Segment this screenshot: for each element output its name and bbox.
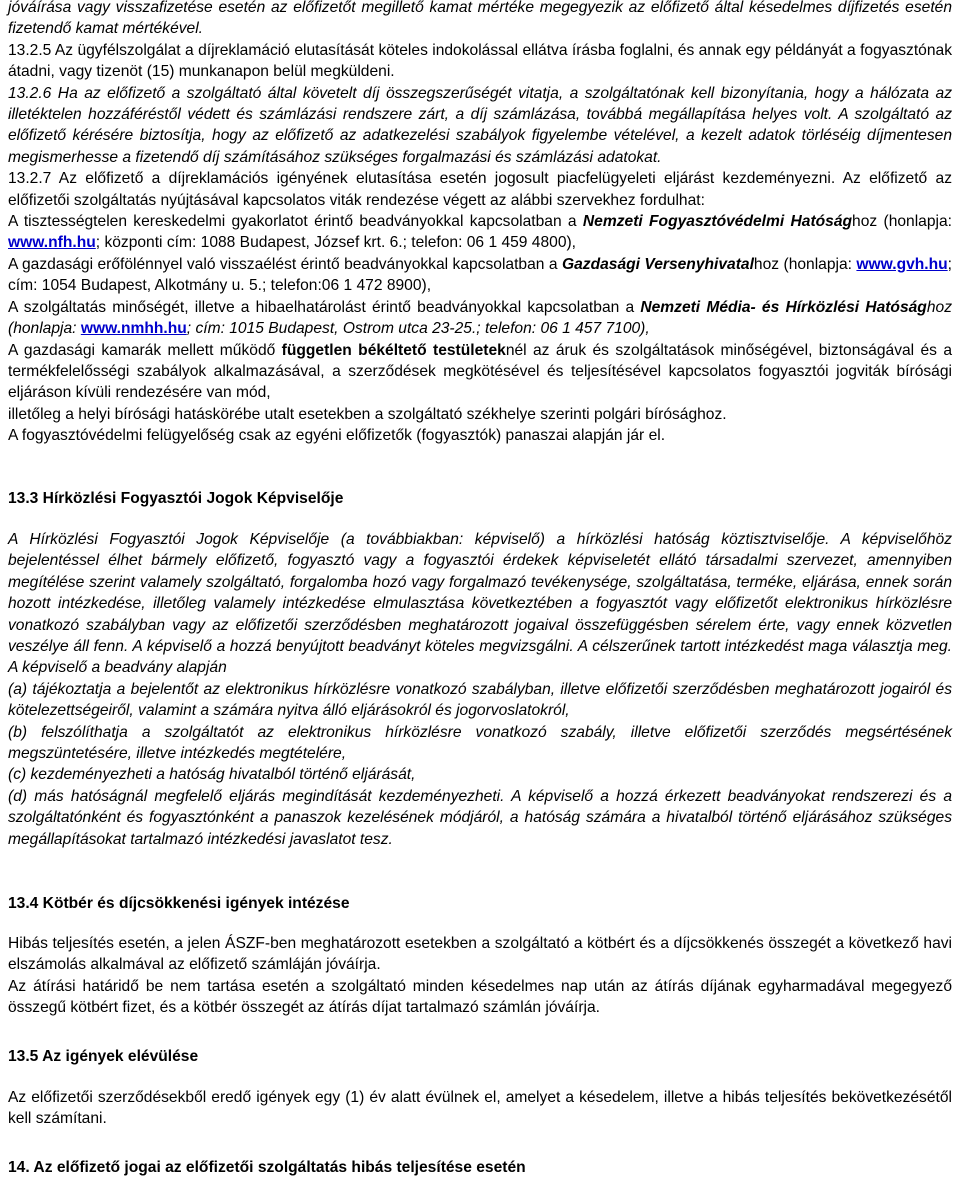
paragraph-interest: jóváírása vagy visszafizetése esetén az előfizetőt megillető kamat mértéke megegyezik az előfizető által késedelmes díjfizetés esetén fizetendő kamat mértékével. [8, 0, 952, 38]
nmhh-name: Nemzeti Média- és Hírközlési Hatóság [640, 298, 927, 316]
nmhh-link[interactable]: www.nmhh.hu [80, 320, 187, 338]
nfh-link[interactable]: www.nfh.hu [8, 234, 96, 252]
gvh-name: Gazdasági Versenyhivatal [561, 255, 754, 273]
paragraph-13-2-5: 13.2.5 Az ügyfélszolgálat a díjreklamáció elutasítását köteles indokolással ellátva írásba foglalni, és annak egy példányát a fogyasztónak átadni, vagy tizenöt (15) munkanapon belül megküldeni. [8, 41, 952, 81]
nmhh-address: ; cím: 1015 Budapest, Ostrom utca 23-25.; telefon: 06 1 457 7100), [186, 320, 650, 338]
section-13-4-paragraph-2: Az átírási határidő be nem tartása esetén a szolgáltató minden késedelmes nap után az átírás díjának egyharmadával megegyező összegű kötbért fizet, és a kötbér összegét az átírás díjat tartalmazó számlán jóváírja. [8, 977, 952, 1017]
bekelteto-text: nél az áruk és szolgáltatások minőségével, biztonságával és a termékfelelősségi szabályok alkalmazásával, a szerződések megkötésével és teljesítésével kapcsolatos fogyasztói jogviták bírósági eljáráson kívüli rendezésére van mód, [8, 341, 952, 402]
section-13-4-paragraph-1 [8, 933, 952, 976]
list-item-c: (c) kezdeményezheti a hatóság hivatalból történő eljárását, [8, 766, 416, 784]
gvh-intro: A gazdasági erőfölénnyel való visszaélést érintő beadványokkal kapcsolatban a [8, 255, 562, 273]
section-13-4 [8, 893, 952, 1019]
gvh-address: ; cím: 1054 Budapest, Alkotmány u. 5.; telefon:06 1 472 8900), [8, 255, 953, 295]
section-13-5-paragraph: Az előfizetői szerződésekből eredő igények egy (1) év alatt évülnek el, amelyet a késedelem, illetve a hibás teljesítés bekövetkezésétől kell számítani. [8, 1089, 952, 1128]
list-item-a: (a) tájékoztatja a bejelentőt az elektronikus hírközlésre vonatkozó szabályban, illetve előfizetői szerződésben meghatározott jogairól és kötelezettségeiről, valamint a számára nyitva álló eljárásokról és jogorvoslatokról, [8, 680, 952, 720]
section-14 [8, 1157, 952, 1178]
nfh-address: ; központi cím: 1088 Budapest, József krt. 6.; telefon: 06 1 459 4800), [95, 234, 577, 252]
top-block [8, 0, 952, 447]
nmhh-intro: A szolgáltatás minőségét, illetve a hibaelhatárolást érintő beadványokkal kapcsolatban a [8, 298, 641, 316]
nfh-intro: A tisztességtelen kereskedelmi gyakorlatot érintő beadványokkal kapcsolatban a [8, 213, 583, 231]
text-13-2-6-b-inner: A szolgáltató az előfizető kérésére biztosítja, hogy az előfizető az adatkezelési szabályok figyelembe vételével, a kezelt adatok törléséig díjmentesen megismerhesse a fizetendő díj számításához szükséges forgalmazási és számlázási adatokat. [8, 106, 952, 166]
section-13-5-heading: 13.5 Az igények elévülése [8, 1048, 199, 1065]
nfh-name: Nemzeti Fogyasztóvédelmi Hatóság [582, 213, 853, 231]
section-13-3-intro: A Hírközlési Fogyasztói Jogok Képviselője (a továbbiakban: képviselő) a hírközlési hatóság köztisztviselője. A képviselőhöz bejelentéssel élhet bármely előfizető, fogyasztó vagy a fogyasztói érdekek képviseletét ellátó társadalmi szervezet, amennyiben megítélése szerint valamely szolgáltató, forgalomba hozó vagy forgalmazó tevékenysége, szolgáltatása, terméke, eljárása, ennek során hozott intézkedése, illetőleg valamely intézkedése elmulasztása következtében a fogyasztót vagy előfizetőt elektronikus hírközlésre vonatkozó szabályban vagy az előfizetői szerződésben meghatározott jogaival összefüggésben sérelem érte, vagy ennek közvetlen veszélye áll fenn. A képviselő a hozzá benyújtott beadványt köteles megvizsgálni. A célszerűnek tartott intézkedést maga választja meg. A képviselő a beadvány alapján [8, 531, 952, 677]
paragraph-gvh [8, 254, 952, 297]
section-13-4-heading: 13.4 Kötbér és díjcsökkenési igények intézése [8, 895, 350, 912]
paragraph-nfh [8, 211, 952, 254]
section-13-3 [8, 488, 952, 850]
gvh-homepage-label: hoz (honlapja: [753, 255, 857, 273]
paragraph-nmhh [8, 297, 952, 340]
nmhh-homepage-label: hoz (honlapja: [8, 298, 952, 338]
paragraph-13-2-7: 13.2.7 Az előfizető a díjreklamációs igényének elutasítása esetén jogosult piacfelügyeleti eljárást kezdeményezni. Az előfizető az előfizetői szolgáltatás nyújtásával kapcsolatos viták rendezése végett az alábbi szervekhez fordulhat: [8, 170, 952, 209]
gvh-link[interactable]: www.gvh.hu [856, 255, 948, 273]
paragraph-13-2-6 [8, 83, 952, 169]
list-item-b: (b) felszólíthatja a szolgáltatót az elektronikus hírközlésre vonatkozó szabály, illetve előfizetői szerződés megsértésének megszüntetésére, illetve intézkedés megtételére, [8, 723, 952, 763]
paragraph-bekelteto [8, 340, 952, 404]
nfh-homepage-label: hoz (honlapja: [852, 213, 952, 231]
bekelteto-intro: A gazdasági kamarák mellett működő [8, 341, 282, 359]
text-13-2-6-a: 13.2.6 Ha az előfizető a szolgáltató által követelt díj összegszerűségét vitatja, a szolgáltatónak kell bizonyítania, hogy a hálózata az illetéktelen hozzáféréstől védett és számlázási rendszere zárt, a díj számlázása, továbbá megállapítása helyes volt. [8, 84, 952, 124]
bekelteto-name: független békéltető testületek [281, 341, 506, 359]
section-13-3-heading: 13.3 Hírközlési Fogyasztói Jogok Képviselője [8, 490, 344, 507]
paragraph-court: illetőleg a helyi bírósági hatáskörébe utalt esetekben a szolgáltató székhelye szerinti polgári bírósághoz. [8, 405, 727, 423]
section-13-5 [8, 1046, 952, 1130]
section-13-4-text-1: Hibás teljesítés esetén, a jelen ÁSZF-ben meghatározott esetekben a szolgáltató a kötbért és a díjcsökkenés összegét a következő havi elszámolás alkalmával az előfizető számláján jóváírja. [8, 935, 952, 974]
list-item-d: (d) más hatóságnál megfelelő eljárás megindítását kezdeményezheti. A képviselő a hozzá érkezett beadványokat rendszerezi és a szolgáltatónként és fogyasztónként a panaszok kezelésének módjáról, a hatóság számára a hivatalból történő eljárásához szükséges megállapításokat tartalmazó intézkedési javaslatot tesz. [8, 787, 952, 848]
section-14-heading: 14. Az előfizető jogai az előfizetői szolgáltatás hibás teljesítése esetén [8, 1159, 526, 1176]
paragraph-supervision: A fogyasztóvédelmi felügyelőség csak az egyéni előfizetők (fogyasztók) panaszai alapján jár el. [8, 427, 666, 445]
